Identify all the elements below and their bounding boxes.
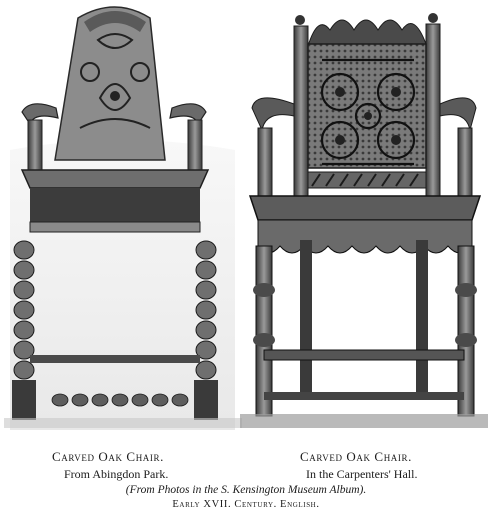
right-chair-photo xyxy=(240,13,488,428)
left-chair-title: Carved Oak Chair. xyxy=(52,449,164,464)
left-chair-provenance: From Abingdon Park. xyxy=(64,467,169,481)
right-chair-provenance: In the Carpenters' Hall. xyxy=(306,467,418,481)
photo-source-note: (From Photos in the S. Kensington Museum Album). xyxy=(125,484,367,496)
left-chair-photo xyxy=(4,7,242,430)
period-caption: Early XVII. Century. English. xyxy=(172,499,320,510)
right-chair-title: Carved Oak Chair. xyxy=(300,449,412,464)
